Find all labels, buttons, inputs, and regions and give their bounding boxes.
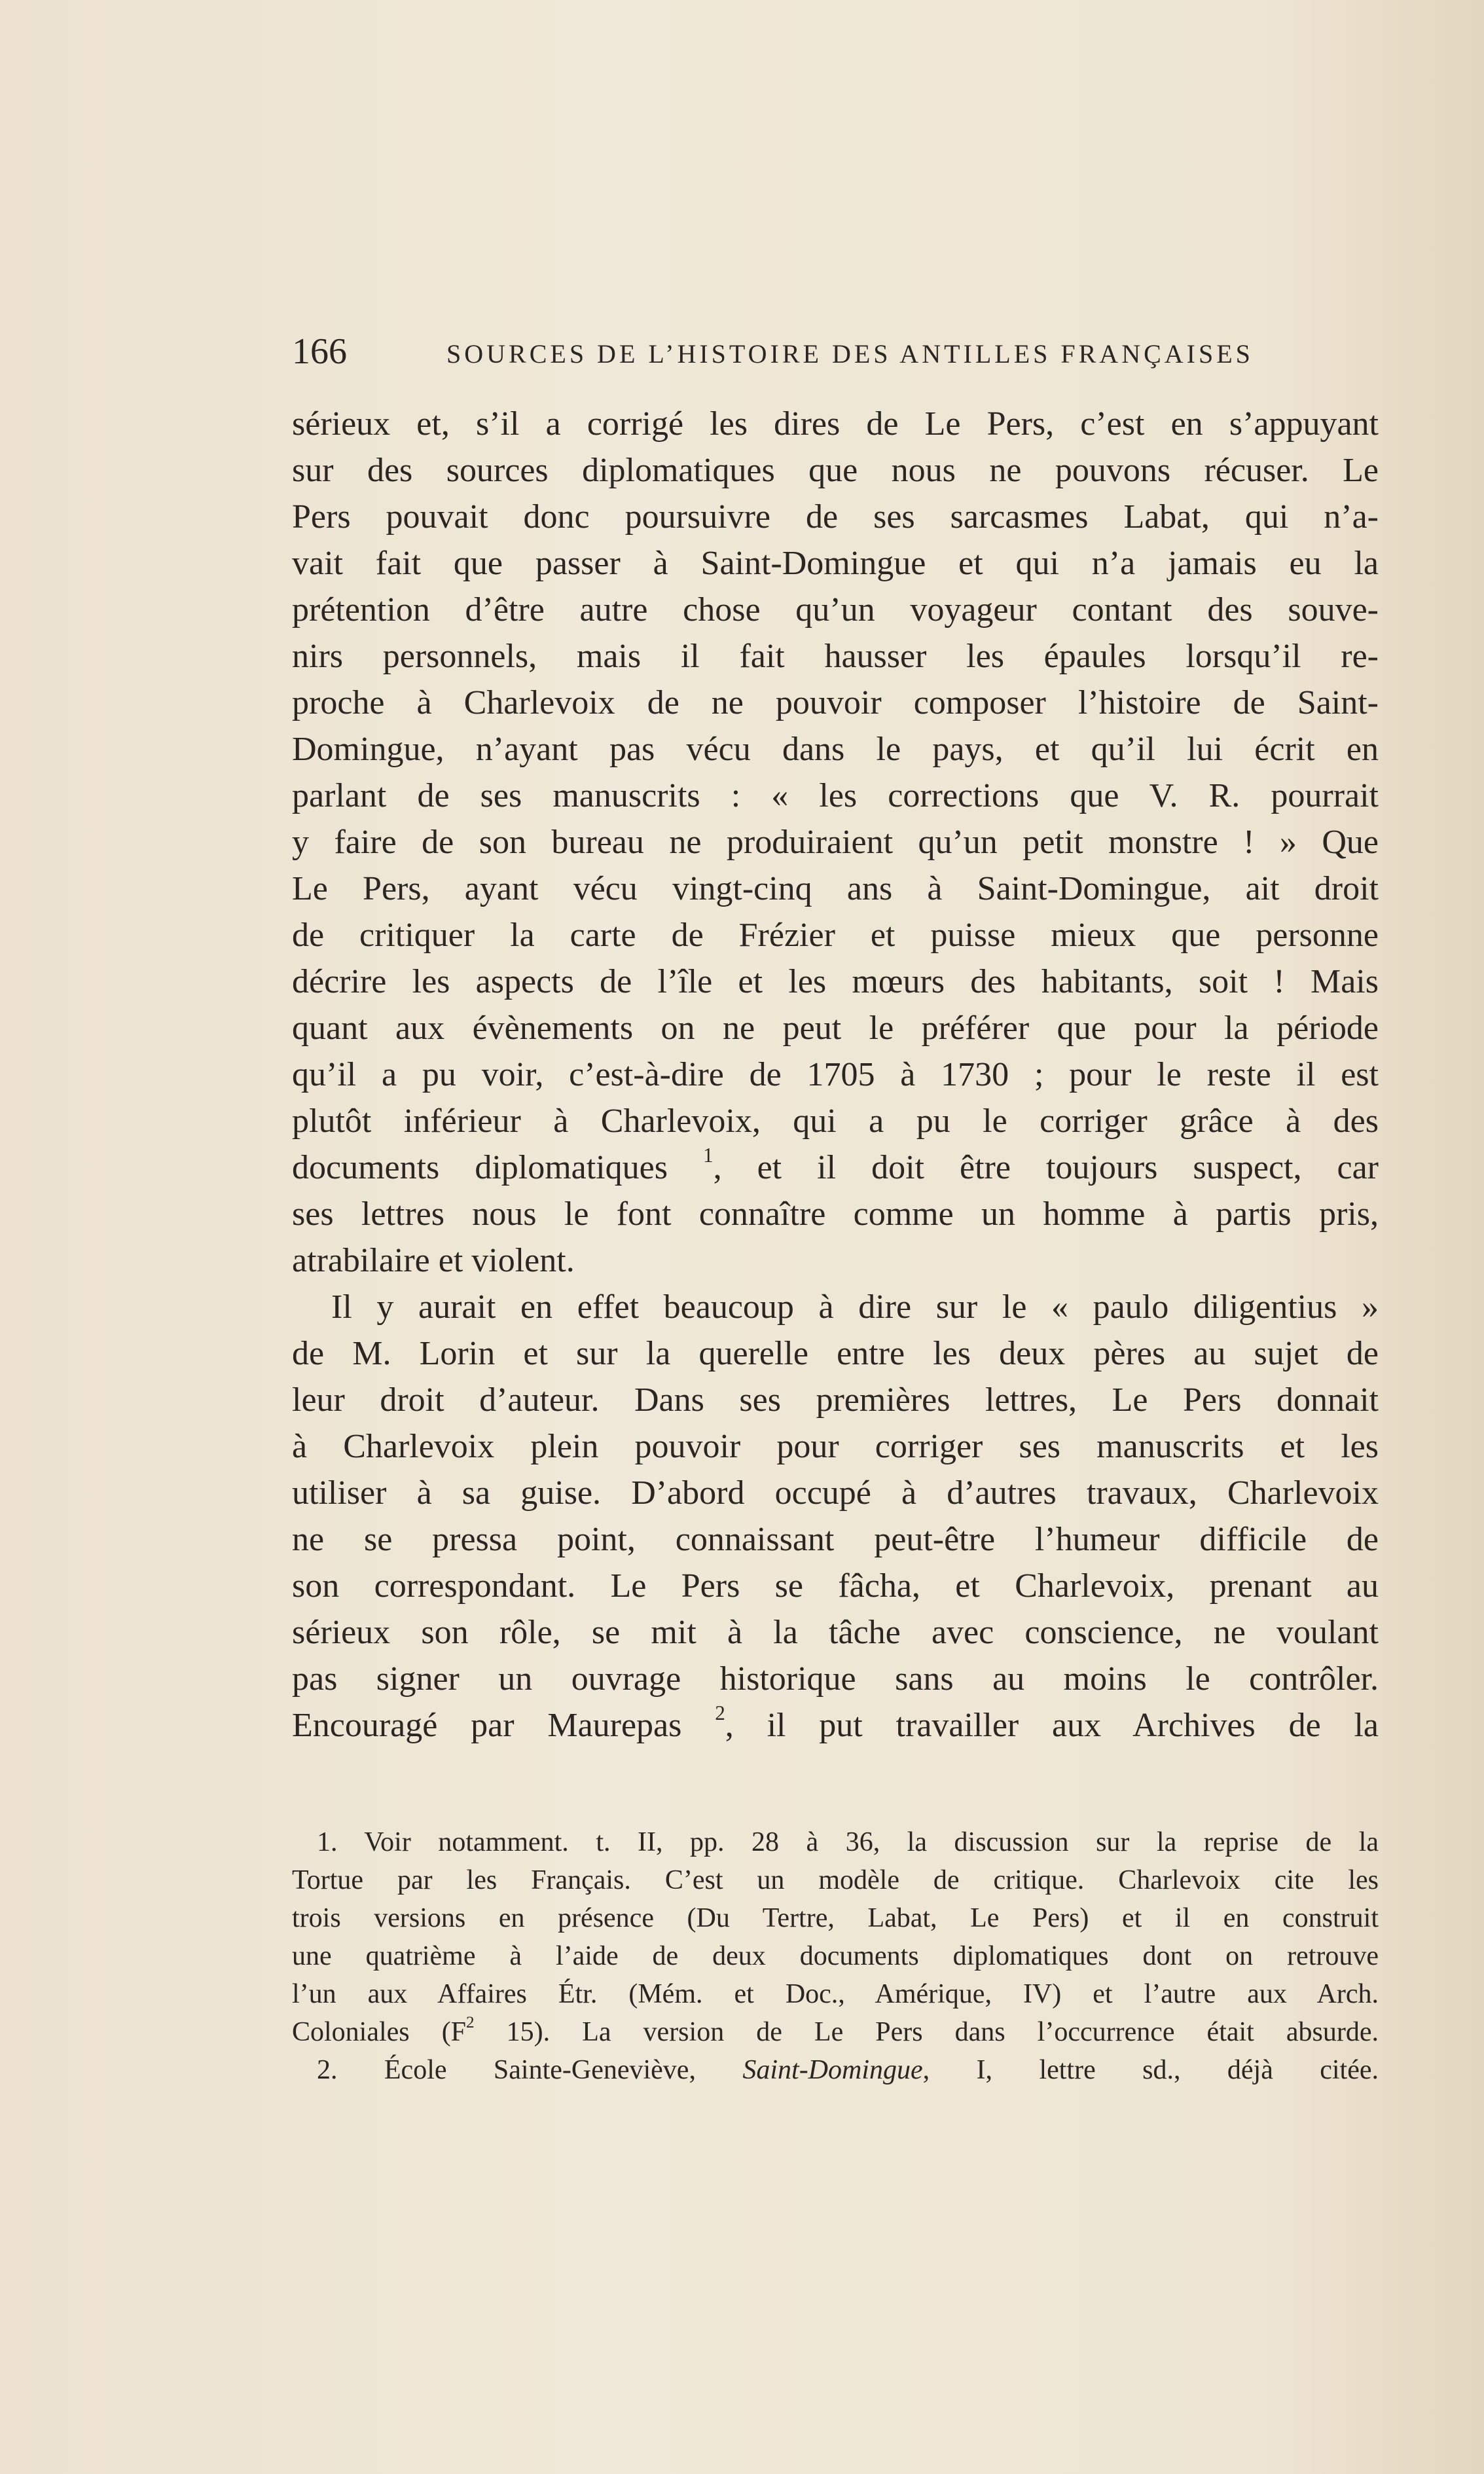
line-text: , il put travailler aux Archives de la (725, 1707, 1379, 1744)
body-line: utiliser à sa guise. D’abord occupé à d’autres travaux, Charlevoix (292, 1474, 1379, 1512)
body-line: atrabilaire et violent. (292, 1242, 575, 1279)
body-line: pas signer un ouvrage historique sans au moins le contrôler. (292, 1660, 1379, 1698)
body-line: Domingue, n’ayant pas vécu dans le pays, et qu’il lui écrit en (292, 731, 1379, 768)
running-title: SOURCES DE L’HISTOIRE DES ANTILLES FRANÇAISES (446, 339, 1254, 369)
body-line: ses lettres nous le font connaître comme un homme à partis pris, (292, 1195, 1379, 1233)
line-text: documents diplomatiques (292, 1149, 703, 1186)
body-line (292, 1702, 1379, 1749)
body-line: vait fait que passer à Saint-Domingue et qui n’a jamais eu la (292, 545, 1379, 582)
body-line: de M. Lorin et sur la querelle entre les deux pères au sujet de (292, 1335, 1379, 1372)
footnote-line: une quatrième à l’aide de deux documents diplomatiques dont on retrouve (292, 1941, 1379, 1971)
body-line: y faire de son bureau ne produiraient qu’un petit monstre ! » Que (292, 824, 1379, 861)
body-line: prétention d’être autre chose qu’un voyageur contant des souve- (292, 591, 1379, 628)
body-line: ne se pressa point, connaissant peut-être l’humeur difficile de (292, 1521, 1379, 1558)
line-text: 15). La version de Le Pers dans l’occurrence était absurde. (474, 2017, 1379, 2047)
footnote-reference: 2 (466, 2013, 475, 2031)
body-line (292, 1144, 1379, 1191)
line-text: 2. École Sainte-Geneviève, (317, 2055, 743, 2085)
page-header (292, 331, 1379, 376)
body-line: de critiquer la carte de Frézier et puisse mieux que personne (292, 917, 1379, 954)
footnote-line (292, 2051, 1379, 2089)
page-number: 166 (292, 331, 347, 372)
footnote-reference: 2 (715, 1701, 725, 1725)
body-line: Pers pouvait donc poursuivre de ses sarcasmes Labat, qui n’a- (292, 498, 1379, 536)
line-text: Coloniales (F (292, 2017, 467, 2047)
body-line: Il y aurait en effet beaucoup à dire sur le « paulo diligentius » (331, 1288, 1379, 1326)
body-line: leur droit d’auteur. Dans ses premières lettres, Le Pers donnait (292, 1381, 1379, 1419)
footnote-line: trois versions en présence (Du Tertre, Labat, Le Pers) et il en construit (292, 1903, 1379, 1933)
body-line: plutôt inférieur à Charlevoix, qui a pu le corriger grâce à des (292, 1102, 1379, 1140)
body-line: décrire les aspects de l’île et les mœurs des habitants, soit ! Mais (292, 963, 1379, 1000)
footnote-reference: 1 (702, 1144, 714, 1167)
footnote-line: l’un aux Affaires Étr. (Mém. et Doc., Amérique, IV) et l’autre aux Arch. (292, 1979, 1379, 2009)
body-line: qu’il a pu voir, c’est-à-dire de 1705 à 1730 ; pour le reste il est (292, 1056, 1379, 1093)
line-text: , et il doit être toujours suspect, car (713, 1149, 1379, 1186)
body-line: parlant de ses manuscrits : « les corrections que V. R. pourrait (292, 777, 1379, 814)
body-line: nirs personnels, mais il fait hausser les épaules lorsqu’il re- (292, 638, 1379, 675)
body-line: Le Pers, ayant vécu vingt-cinq ans à Saint-Domingue, ait droit (292, 870, 1379, 907)
body-line: son correspondant. Le Pers se fâcha, et Charlevoix, prenant au (292, 1567, 1379, 1605)
body-line: sérieux son rôle, se mit à la tâche avec conscience, ne voulant (292, 1614, 1379, 1651)
footnote-line (292, 2013, 1379, 2051)
footnotes (292, 1823, 1379, 2089)
body-line: à Charlevoix plein pouvoir pour corriger ses manuscrits et les (292, 1428, 1379, 1465)
italic-title: Saint-Domingue (742, 2055, 923, 2085)
body-line: proche à Charlevoix de ne pouvoir composer l’histoire de Saint- (292, 684, 1379, 721)
footnote-line: Tortue par les Français. C’est un modèle de critique. Charlevoix cite les (292, 1865, 1379, 1895)
body-line: quant aux évènements on ne peut le préférer que pour la période (292, 1010, 1379, 1047)
line-text: , I, lettre sd., déjà citée. (922, 2055, 1379, 2085)
body-text (292, 401, 1379, 1749)
body-line: sérieux et, s’il a corrigé les dires de Le Pers, c’est en s’appuyant (292, 405, 1379, 443)
footnote-line: 1. Voir notamment. t. II, pp. 28 à 36, la discussion sur la reprise de la (317, 1827, 1379, 1857)
line-text: Encouragé par Maurepas (292, 1707, 715, 1744)
body-line: sur des sources diplomatiques que nous ne pouvons récuser. Le (292, 452, 1379, 489)
